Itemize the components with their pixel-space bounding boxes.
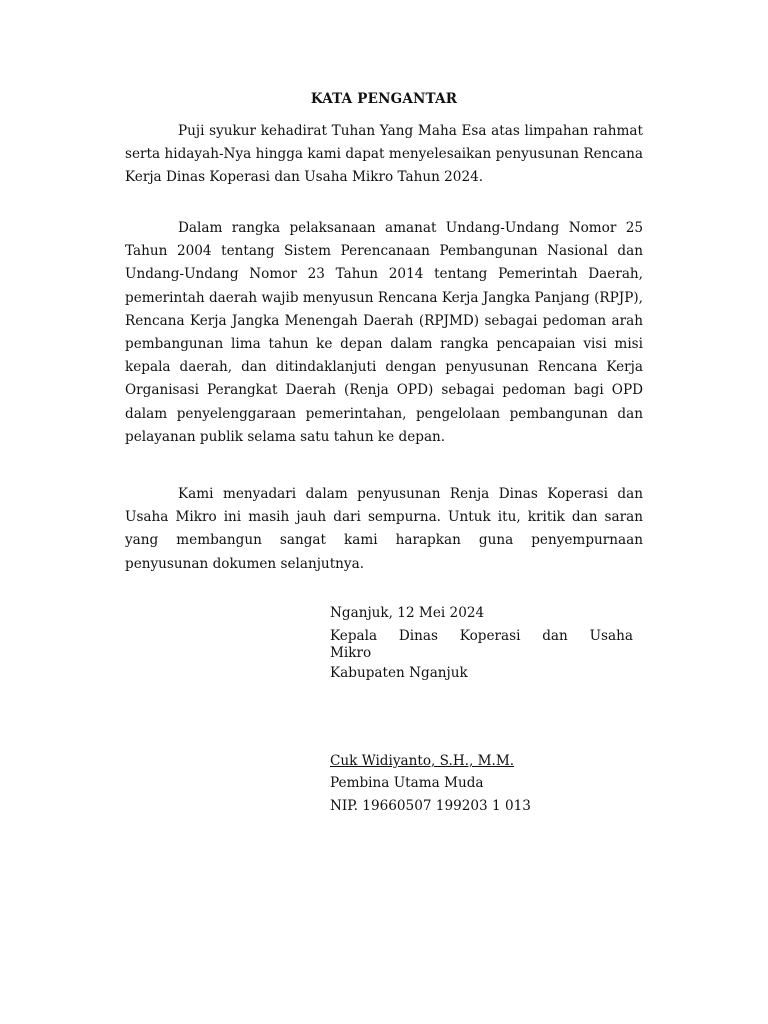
signature-position-line1: Kepala Dinas Koperasi dan Usaha bbox=[330, 628, 633, 644]
paragraph-2: Dalam rangka pelaksanaan amanat Undang-Undang Nomor 25 Tahun 2004 tentang Sistem Perencanaan Pembangunan Nasional dan Undang-Undang Nomor 23 Tahun 2014 tentang Pemerintah Daerah, pemerintah daerah wajib menyusun Rencana Kerja Jangka Panjang (RPJP), Rencana Kerja Jangka Menengah Daerah (RPJMD) sebagai pedoman arah pembangunan lima tahun ke depan dalam rangka pencapaian visi misi kepala daerah, dan ditindaklanjuti dengan penyusunan Rencana Kerja Organisasi Perangkat Daerah (Renja OPD) sebagai pedoman bagi OPD dalam penyelenggaraan pemerintahan, pengelolaan pembangunan dan pelayanan publik selama satu tahun ke depan. bbox=[125, 220, 643, 445]
signature-position-line2: Mikro bbox=[330, 645, 372, 661]
document-title: KATA PENGANTAR bbox=[310, 91, 458, 107]
signatory-rank: Pembina Utama Muda bbox=[330, 775, 484, 791]
signature-position bbox=[330, 628, 633, 662]
signature-office: Kabupaten Nganjuk bbox=[330, 665, 468, 681]
paragraph-1: Puji syukur kehadirat Tuhan Yang Maha Esa atas limpahan rahmat serta hidayah-Nya hingga kami dapat menyelesaikan penyusunan Rencana Kerja Dinas Koperasi dan Usaha Mikro Tahun 2024. bbox=[125, 123, 643, 186]
paragraph-3: Kami menyadari dalam penyusunan Renja Dinas Koperasi dan Usaha Mikro ini masih jauh dari sempurna. Untuk itu, kritik dan saran yang membangun sangat kami harapkan guna penyempurnaan penyusunan dokumen selanjutnya. bbox=[125, 486, 643, 572]
signature-place-date: Nganjuk, 12 Mei 2024 bbox=[330, 605, 485, 621]
signatory-nip: NIP. 19660507 199203 1 013 bbox=[330, 798, 531, 814]
signatory-name: Cuk Widiyanto, S.H., M.M. bbox=[330, 753, 515, 769]
